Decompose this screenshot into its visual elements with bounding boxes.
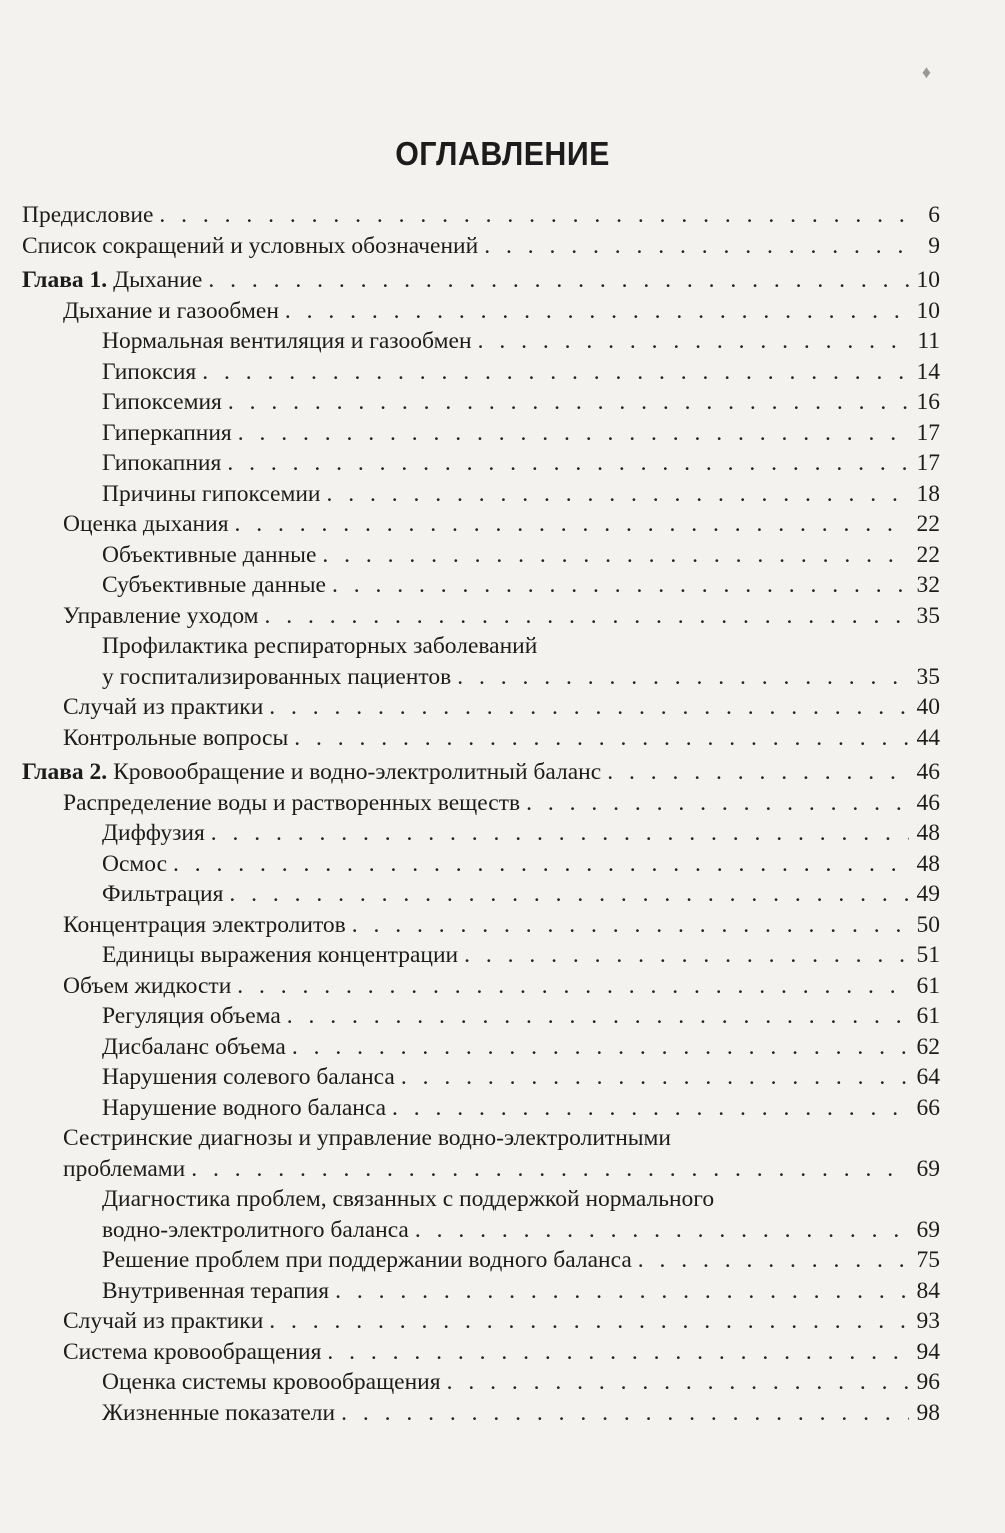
page-number: 35 xyxy=(916,602,940,629)
dot-leader xyxy=(235,509,910,540)
page-number: 6 xyxy=(928,202,940,228)
dot-leader xyxy=(265,601,909,632)
toc-entry-label: Гипокапния xyxy=(102,450,222,476)
toc-entry[interactable] xyxy=(22,296,940,327)
page-number: 46 xyxy=(916,759,940,785)
page-number: 10 xyxy=(916,297,940,324)
page-number: 40 xyxy=(916,694,940,720)
toc-entry[interactable] xyxy=(22,1154,940,1185)
dot-leader xyxy=(526,788,909,819)
toc-entry[interactable] xyxy=(22,1062,940,1093)
toc-entry-label xyxy=(22,265,202,296)
page-number: 11 xyxy=(917,328,940,354)
toc-entry-label: Нарушение водного баланса xyxy=(102,1094,387,1121)
page-number: 96 xyxy=(916,1369,940,1395)
dot-leader xyxy=(228,387,909,418)
toc-entry-label: проблемами xyxy=(63,1155,186,1182)
page-number: 84 xyxy=(916,1277,940,1304)
page-number: 22 xyxy=(916,511,940,537)
toc-entry[interactable] xyxy=(22,1245,940,1276)
dot-leader xyxy=(208,265,909,296)
page-number: 50 xyxy=(916,911,940,938)
page-number: 48 xyxy=(916,820,940,846)
toc-entry[interactable] xyxy=(22,849,940,880)
dot-leader xyxy=(211,818,909,849)
toc-entry-label xyxy=(22,757,601,788)
toc-entry[interactable] xyxy=(22,1398,940,1429)
toc-entry-label: Управление уходом xyxy=(63,602,259,629)
toc-entry[interactable] xyxy=(22,971,940,1002)
page-number: 98 xyxy=(916,1399,940,1426)
toc-entry-label: Субъективные данные xyxy=(102,572,326,598)
dot-leader xyxy=(607,757,909,788)
toc-entry[interactable] xyxy=(22,479,940,510)
toc-entry[interactable] xyxy=(22,723,940,754)
dot-leader xyxy=(202,357,909,388)
dot-leader xyxy=(341,1398,909,1429)
toc-entry-label: Система кровообращения xyxy=(63,1338,322,1365)
page-number: 69 xyxy=(916,1216,940,1243)
page-number: 51 xyxy=(916,942,940,968)
toc-entry[interactable] xyxy=(22,357,940,388)
toc-entry-label: Решение проблем при поддержании водного баланса xyxy=(102,1247,632,1273)
toc-entry-label: Список сокращений и условных обозначений xyxy=(22,232,479,259)
page-number: 17 xyxy=(916,419,940,446)
toc-entry[interactable] xyxy=(22,1001,940,1032)
chapter-number: Глава 1. xyxy=(22,267,108,293)
toc-chapter-entry[interactable] xyxy=(22,265,940,296)
toc-entry-label: Причины гипоксемии xyxy=(102,480,321,507)
toc-entry-first-line: Диагностика проблем, связанных с поддержкой нормального xyxy=(102,1186,715,1212)
dot-leader xyxy=(332,570,909,601)
toc-entry[interactable] xyxy=(22,818,940,849)
dot-leader xyxy=(447,1367,909,1398)
page-title: ОГЛАВЛЕНИЕ xyxy=(395,135,610,172)
page-number: 66 xyxy=(916,1094,940,1121)
toc-entry[interactable] xyxy=(22,326,940,357)
page-corner-mark: ♦ xyxy=(921,62,931,82)
page-number: 46 xyxy=(916,789,940,816)
page-number: 44 xyxy=(916,724,940,751)
toc-entry[interactable] xyxy=(22,1093,940,1124)
dot-leader xyxy=(401,1062,909,1093)
page-number: 9 xyxy=(928,232,940,259)
toc-entry-label: Единицы выражения концентрации xyxy=(102,942,459,968)
toc-entry[interactable] xyxy=(22,570,940,601)
page-number: 48 xyxy=(916,850,940,877)
dot-leader xyxy=(484,231,909,262)
toc-entry-label: Нарушения солевого баланса xyxy=(102,1064,395,1090)
page-number: 49 xyxy=(916,881,940,907)
page-number: 32 xyxy=(916,572,940,598)
toc-entry-label: Распределение воды и растворенных веществ xyxy=(63,789,521,816)
page-number: 22 xyxy=(916,541,940,568)
dot-leader xyxy=(478,326,909,357)
toc-entry[interactable] xyxy=(22,418,940,449)
dot-leader xyxy=(292,1032,909,1063)
dot-leader xyxy=(326,479,909,510)
toc-entry-label: Объем жидкости xyxy=(63,972,232,999)
page-number: 16 xyxy=(916,389,940,415)
toc-entry[interactable] xyxy=(22,601,940,632)
dot-leader xyxy=(287,1001,909,1032)
page-number: 69 xyxy=(916,1155,940,1182)
dot-leader xyxy=(352,910,909,941)
toc-entry-label: Внутривенная терапия xyxy=(102,1277,330,1304)
toc-entry-label: Жизненные показатели xyxy=(102,1399,336,1426)
toc-entry[interactable] xyxy=(22,200,940,231)
toc-entry-label: Оценка системы кровообращения xyxy=(102,1369,441,1395)
toc-entry-label: Гипоксемия xyxy=(102,389,222,415)
toc-entry[interactable] xyxy=(22,1337,940,1368)
page-number: 94 xyxy=(916,1338,940,1365)
toc-entry[interactable] xyxy=(22,1276,940,1307)
toc-entry-label: Объективные данные xyxy=(102,541,317,568)
toc-entry-label: Дисбаланс объема xyxy=(102,1033,286,1060)
dot-leader xyxy=(285,296,909,327)
page-number: 61 xyxy=(916,972,940,999)
toc-entry[interactable] xyxy=(22,940,940,971)
toc-entry[interactable] xyxy=(22,692,940,723)
page-number: 61 xyxy=(916,1003,940,1029)
dot-leader xyxy=(237,971,909,1002)
page-number: 62 xyxy=(916,1033,940,1060)
dot-leader xyxy=(229,879,909,910)
toc-entry[interactable] xyxy=(22,662,940,693)
page-number: 35 xyxy=(916,663,940,690)
page-number: 14 xyxy=(916,358,940,385)
toc-entry-label: Контрольные вопросы xyxy=(63,724,289,751)
toc-entry-label: Осмос xyxy=(102,850,168,877)
toc-entry-label: Фильтрация xyxy=(102,881,224,907)
page-number: 75 xyxy=(916,1247,940,1273)
toc-entry-first-line: Сестринские диагнозы и управление водно-электролитными xyxy=(63,1125,672,1151)
toc-entry[interactable] xyxy=(22,509,940,540)
toc-entry[interactable] xyxy=(22,879,940,910)
toc-entry-label: Диффузия xyxy=(102,820,205,846)
dot-leader xyxy=(159,200,909,231)
toc-entry[interactable] xyxy=(22,788,940,819)
toc-entry[interactable] xyxy=(22,910,940,941)
dot-leader xyxy=(238,418,909,449)
toc-entry[interactable] xyxy=(22,1306,940,1337)
toc-entry[interactable] xyxy=(22,1215,940,1246)
dot-leader xyxy=(227,448,909,479)
dot-leader xyxy=(415,1215,909,1246)
chapter-title: Кровообращение и водно-электролитный баланс xyxy=(107,759,602,785)
page-number: 64 xyxy=(916,1064,940,1090)
dot-leader xyxy=(457,662,909,693)
toc-entry-label: у госпитализированных пациентов xyxy=(102,663,452,690)
dot-leader xyxy=(335,1276,909,1307)
dot-leader xyxy=(327,1337,909,1368)
dot-leader xyxy=(638,1245,909,1276)
toc-entry-label: Гиперкапния xyxy=(102,419,232,446)
dot-leader xyxy=(269,1306,909,1337)
toc-entry-label: Гипоксия xyxy=(102,358,197,385)
toc-entry-label: Оценка дыхания xyxy=(63,511,229,537)
toc-entry-first-line: Профилактика респираторных заболеваний xyxy=(102,633,538,659)
chapter-number: Глава 2. xyxy=(22,759,108,785)
toc-entry[interactable] xyxy=(22,387,940,418)
chapter-title: Дыхание xyxy=(107,267,203,293)
toc-entry-label: Нормальная вентиляция и газообмен xyxy=(102,328,472,354)
dot-leader xyxy=(191,1154,909,1185)
toc-entry[interactable] xyxy=(22,1032,940,1063)
toc-entry-label: Случай из практики xyxy=(63,1308,264,1334)
toc-entry-label: водно-электролитного баланса xyxy=(102,1216,409,1243)
toc-entry-label: Случай из практики xyxy=(63,694,264,720)
dot-leader xyxy=(269,692,909,723)
toc-entry-label: Предисловие xyxy=(22,202,154,228)
dot-leader xyxy=(464,940,909,971)
table-of-contents xyxy=(22,200,940,1428)
page-number: 93 xyxy=(916,1308,940,1334)
toc-chapter-entry[interactable] xyxy=(22,757,940,788)
dot-leader xyxy=(392,1093,909,1124)
page-number: 17 xyxy=(916,450,940,476)
toc-entry[interactable] xyxy=(22,448,940,479)
page-number: 18 xyxy=(916,480,940,507)
dot-leader xyxy=(294,723,909,754)
page-number: 10 xyxy=(916,267,940,293)
toc-entry-label: Регуляция объема xyxy=(102,1003,281,1029)
toc-entry-label: Дыхание и газообмен xyxy=(63,297,279,324)
dot-leader xyxy=(173,849,909,880)
toc-entry[interactable] xyxy=(22,1367,940,1398)
toc-entry-label: Концентрация электролитов xyxy=(63,911,346,938)
toc-entry[interactable] xyxy=(22,231,940,262)
dot-leader xyxy=(322,540,909,571)
toc-entry[interactable] xyxy=(22,540,940,571)
